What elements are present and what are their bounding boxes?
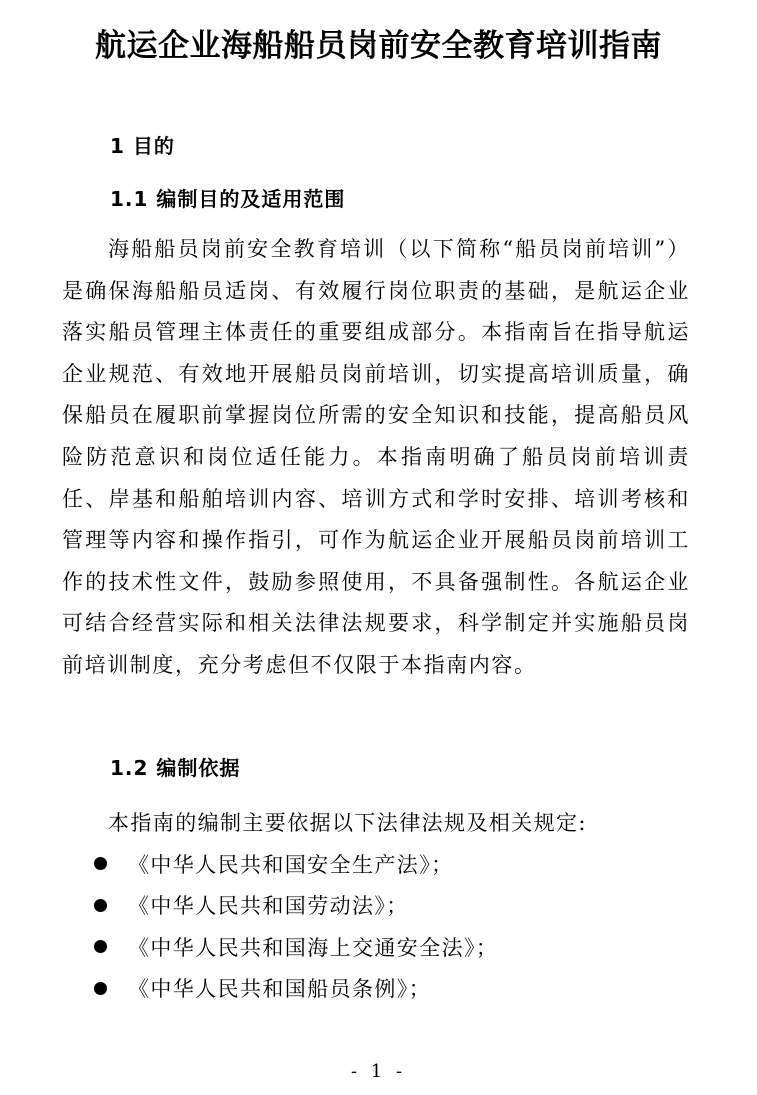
list-item (94, 926, 498, 968)
legal-basis-list (94, 843, 498, 1009)
list-item-text: 《中华人民共和国海上交通安全法》； (128, 935, 499, 960)
page-number: - 1 - (350, 1061, 407, 1082)
list-item-text: 《中华人民共和国安全生产法》； (128, 852, 454, 877)
section-1-2-heading: 1.2 编制依据 (110, 756, 241, 780)
section-1-1-heading: 1.1 编制目的及适用范围 (110, 187, 346, 211)
list-item-text: 《中华人民共和国劳动法》； (128, 894, 409, 919)
section-1-1-paragraph: 海船船员岗前安全教育培训（以下简称“船员岗前培训”）是确保海船船员适岗、有效履行岗位职责的基础，是航运企业落实船员管理主体责任的重要组成部分。本指南旨在指导航运企业规范、有效地开展船员岗前培训，切实提高培训质量，确保船员在履职前掌握岗位所需的安全知识和技能，提高船员风险防范意识和岗位适任能力。本指南明确了船员岗前培训责任、岸基和船舶培训内容、培训方式和学时安排、培训考核和管理等内容和操作指引，可作为航运企业开展船员岗前培训工作的技术性文件，鼓励参照使用，不具备强制性。各航运企业可结合经营实际和相关法律法规要求，科学制定并实施船员岗前培训制度，充分考虑但不仅限于本指南内容。 (62, 237, 690, 677)
section-1-heading: 1 目的 (110, 134, 175, 158)
bullet-icon (94, 857, 107, 870)
bullet-icon (94, 899, 107, 912)
bullet-icon (94, 940, 107, 953)
section-1-2-intro: 本指南的编制主要依据以下法律法规及相关规定: (108, 811, 587, 835)
list-item (94, 843, 498, 885)
document-title: 航运企业海船船员岗前安全教育培训指南 (95, 28, 662, 64)
list-item-text: 《中华人民共和国船员条例》； (128, 977, 432, 1002)
list-item (94, 885, 498, 927)
list-item (94, 968, 498, 1010)
bullet-icon (94, 982, 107, 995)
